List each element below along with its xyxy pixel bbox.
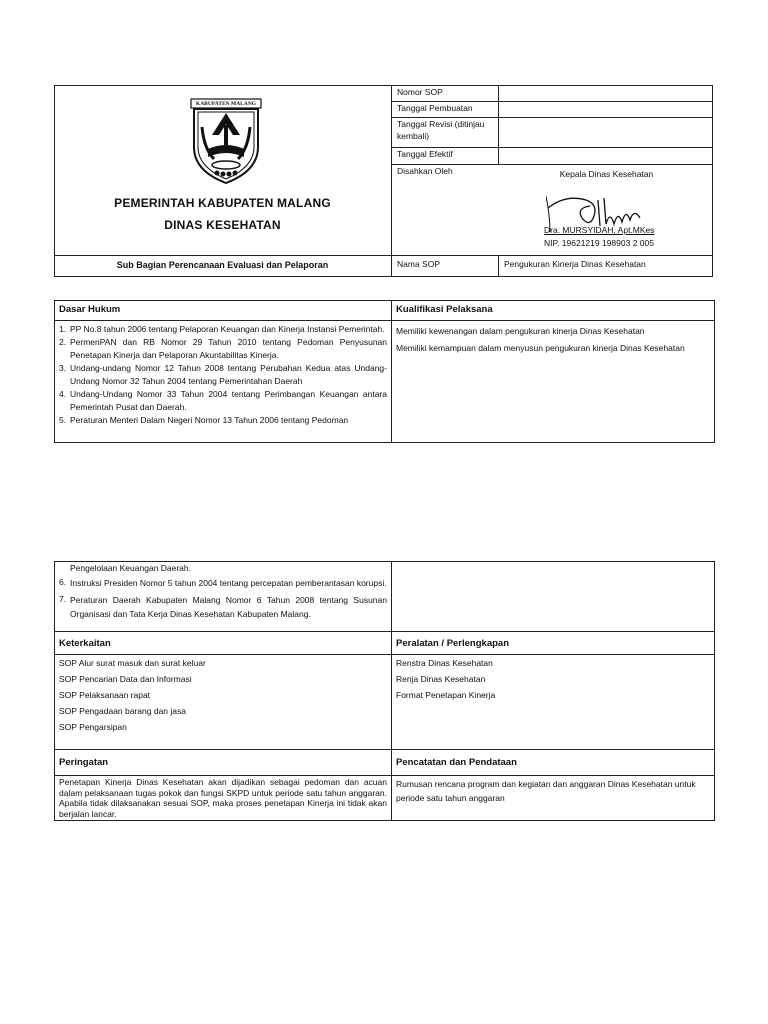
keterkaitan-header: Keterkaitan [55,632,392,655]
continuation-table [54,561,715,821]
logo-text: KABUPATEN MALANG [195,101,257,107]
dasar-hukum-cell [55,321,392,443]
list-item: SOP Pengadaan barang dan jasa [59,706,186,716]
list-item: SOP Pencarian Data dan Informasi [59,674,192,684]
signer-name: Dra. MURSYIDAH, Apt.MKes [544,225,655,235]
list-item: 4. Undang-Undang Nomor 33 Tahun 2004 tentang Perimbangan Keuangan antara Pemerintah Pusat dan Daerah. [59,389,387,412]
dasar-hukum-header: Dasar Hukum [55,301,392,321]
tanggal-revisi-label-2: kembali) [397,131,430,141]
tanggal-revisi-label-1: Tanggal Revisi (ditinjau [397,119,485,129]
peralatan-header: Peralatan / Perlengkapan [392,632,715,655]
signer-title: Kepala Dinas Kesehatan [559,169,654,179]
page-title: PEMERINTAH KABUPATEN MALANG [114,196,331,210]
tanggal-efektif-value [500,148,508,150]
list-item: SOP Pengarsipan [59,722,127,732]
list-item: Format Penetapan Kinerja [396,690,496,700]
nama-sop-value: Pengukuran Kinerja Dinas Kesehatan [504,259,646,269]
disahkan-oleh-label: Disahkan Oleh [397,166,453,176]
nomor-sop-value [500,86,508,88]
list-item: Memiliki kewenangan dalam pengukuran kinerja Dinas Kesehatan [396,326,645,336]
list-item: Renja Dinas Kesehatan [396,674,486,684]
nama-sop-label: Nama SOP [397,259,440,269]
keterkaitan-cell [55,655,392,750]
list-item: Renstra Dinas Kesehatan [396,658,493,668]
list-item: SOP Alur surat masuk dan surat keluar [59,658,206,668]
peringatan-header: Peringatan [55,750,392,776]
list-item: Memiliki kemampuan dalam menyusun pengukuran kinerja Dinas Kesehatan [396,343,685,353]
list-item: 3. Undang-undang Nomor 12 Tahun 2008 tentang Perubahan Kedua atas Undang-Undang Nomor 32 Tahun 2004 tentang Pemerintahan Daerah [59,363,387,386]
kualifikasi-header: Kualifikasi Pelaksana [392,301,715,321]
tanggal-revisi-value [500,118,508,120]
kabupaten-malang-logo [188,97,264,185]
tanggal-efektif-label: Tanggal Efektif [397,149,453,159]
dasar-hukum-continued-cell [55,562,392,632]
peringatan-text: Penetapan Kinerja Dinas Kesehatan akan dijadikan sebagai pedoman dan acuan dalam pelaksanaan tugas pokok dan fungsi SKPD untuk periode satu tahun anggaran. Apabila tidak dilaksanakan sesuai SOP, maka proses penetapan Kinerja ini tidak akan berjalan lancar. [59,777,387,819]
nomor-sop-label: Nomor SOP [397,87,443,97]
kualifikasi-cell [392,321,715,443]
dasar-hukum-table [54,300,715,443]
list-item: 1. PP No.8 tahun 2006 tentang Pelaporan Keuangan dan Kinerja Instansi Pemerintah. [59,324,385,334]
peringatan-cell [55,776,392,821]
pencatatan-text: Rumusan rencana program dan kegiatan dan anggaran Dinas Kesehatan untuk periode satu tahun anggaran [396,779,696,803]
header-frame [54,85,713,277]
tanggal-pembuatan-value [500,102,508,104]
signer-nip: NIP. 19621219 198903 2 005 [544,238,654,248]
list-item: 2. PermenPAN dan RB Nomor 29 Tahun 2010 tentang Pedoman Penyusunan Penetapan Kinerja dan Pelaporan Akuntabilitas Kinerja. [59,337,387,360]
tanggal-pembuatan-label: Tanggal Pembuatan [397,103,473,113]
pencatatan-cell [392,776,715,821]
department-title: DINAS KESEHATAN [164,218,281,232]
list-item: 6. Instruksi Presiden Nomor 5 tahun 2004 tentang percepatan pemberantasan korupsi. [59,577,387,588]
pencatatan-header: Pencatatan dan Pendataan [392,750,715,776]
list-item: 7. Peraturan Daerah Kabupaten Malang Nomor 6 Tahun 2008 tentang Susunan Organisasi dan Tata Kerja Dinas Kesehatan Kabupaten Malang. [59,594,387,619]
list-item: SOP Pelaksanaan rapat [59,690,151,700]
sub-department: Sub Bagian Perencanaan Evaluasi dan Pelaporan [116,260,329,270]
list-item: 5. Peraturan Menteri Dalam Negeri Nomor 13 Tahun 2006 tentang Pedoman [59,415,349,425]
continuation-text: Pengelolaan Keuangan Daerah. [70,563,191,573]
coat-of-arms-icon [188,97,264,185]
peralatan-cell [392,655,715,750]
